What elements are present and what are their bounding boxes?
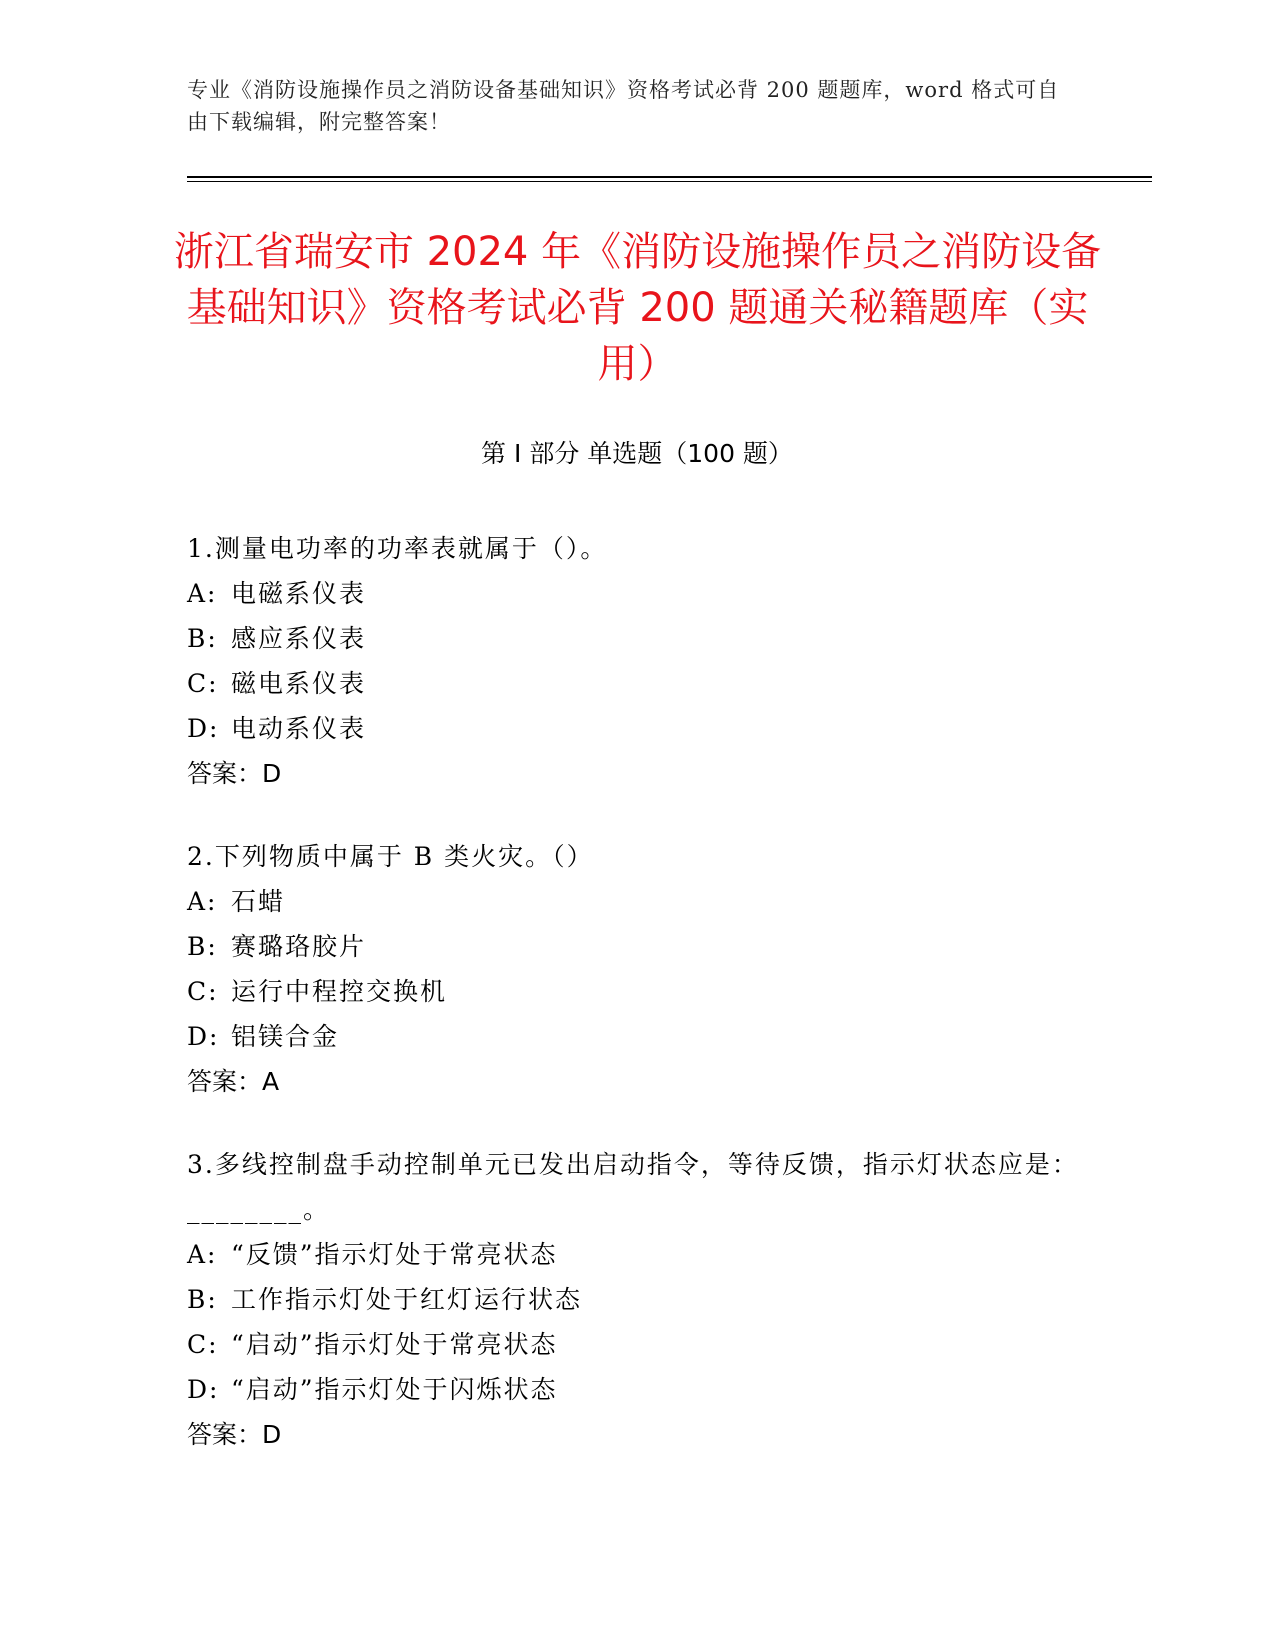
option-key: C: (187, 977, 219, 1006)
header-note: 专业《消防设施操作员之消防设备基础知识》资格考试必背 200 题题库，word 格式可自由下载编辑，附完整答案！ (187, 78, 1060, 134)
option-key: B: (187, 932, 218, 961)
option-key: D: (187, 714, 220, 743)
option-d (187, 706, 1087, 751)
question-item (187, 834, 1087, 1104)
option-text: 工作指示灯处于红灯运行状态 (231, 1285, 583, 1314)
option-text: “启动”指示灯处于闪烁状态 (231, 1375, 558, 1404)
option-text: 赛璐珞胶片 (231, 932, 367, 961)
option-c (187, 969, 1087, 1014)
option-text: 电动系仪表 (231, 714, 367, 743)
option-a (187, 879, 1087, 924)
option-text: 电磁系仪表 (231, 579, 367, 608)
option-d (187, 1014, 1087, 1059)
header-divider-thick (187, 176, 1152, 178)
option-text: 铝镁合金 (231, 1022, 340, 1051)
option-a (187, 1232, 1087, 1277)
option-key: B: (187, 624, 218, 653)
option-key: C: (187, 669, 219, 698)
option-text: “启动”指示灯处于常亮状态 (231, 1330, 558, 1359)
option-key: C: (187, 1330, 219, 1359)
option-key: A: (187, 1240, 218, 1269)
option-c (187, 661, 1087, 706)
answer-line: 答案：D (187, 1420, 282, 1449)
answer-line: 答案：A (187, 1067, 280, 1096)
option-a (187, 571, 1087, 616)
document-title: 浙江省瑞安市 2024 年《消防设施操作员之消防设备基础知识》资格考试必背 200 题通关秘籍题库（实用） (173, 229, 1102, 387)
option-key: A: (187, 579, 218, 608)
option-text: 磁电系仪表 (231, 669, 367, 698)
question-item (187, 1142, 1087, 1457)
option-b (187, 1277, 1087, 1322)
section-heading: 第 I 部分 单选题（100 题） (481, 439, 793, 468)
question-text: 3.多线控制盘手动控制单元已发出启动指令，等待反馈，指示灯状态应是：________。 (187, 1150, 1079, 1224)
option-text: 感应系仪表 (231, 624, 367, 653)
option-text: “反馈”指示灯处于常亮状态 (231, 1240, 558, 1269)
option-key: B: (187, 1285, 218, 1314)
question-text: 1.测量电功率的功率表就属于（）。 (187, 534, 608, 563)
question-text: 2.下列物质中属于 B 类火灾。（） (187, 842, 594, 871)
option-text: 石蜡 (231, 887, 286, 916)
option-b (187, 616, 1087, 661)
answer-line: 答案：D (187, 759, 282, 788)
header-divider-thin (187, 181, 1152, 182)
option-c (187, 1322, 1087, 1367)
question-item (187, 526, 1087, 796)
option-d (187, 1367, 1087, 1412)
question-list (187, 526, 1087, 1495)
option-key: A: (187, 887, 218, 916)
option-text: 运行中程控交换机 (231, 977, 448, 1006)
option-key: D: (187, 1375, 220, 1404)
option-key: D: (187, 1022, 220, 1051)
option-b (187, 924, 1087, 969)
